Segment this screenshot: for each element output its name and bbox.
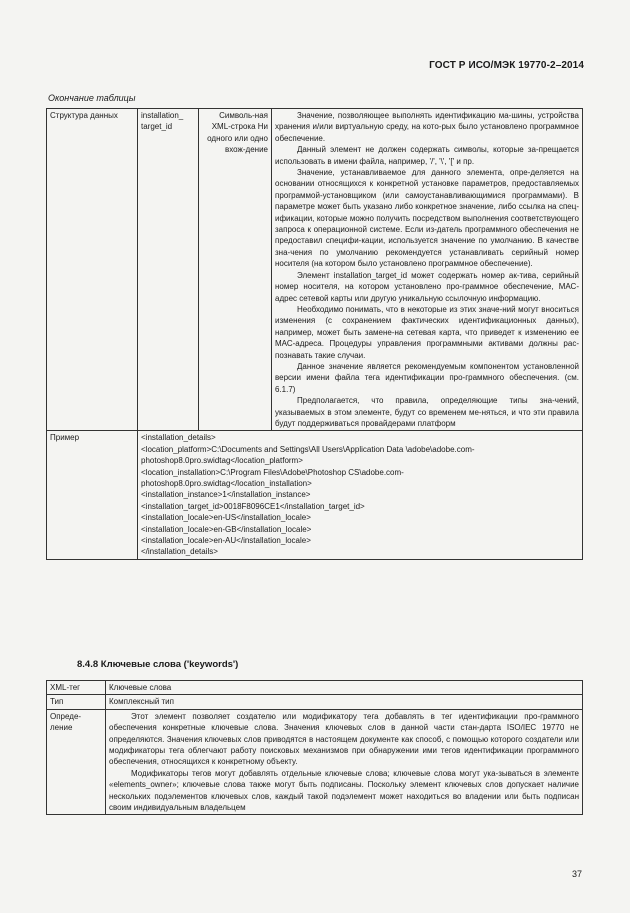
table-continuation-caption: Окончание таблицы: [48, 93, 136, 103]
page-number: 37: [571, 869, 582, 879]
cell-description: [272, 109, 583, 431]
code-line: <location_installation>C:\Program Files\Adobe\Photoshop CS\adobe.com-: [141, 467, 404, 477]
code-line: <installation_details>: [141, 433, 216, 443]
table-row: [47, 695, 583, 709]
table-row: [47, 709, 583, 815]
cell-type: Символь-ная XML-строка Ни одного или одно вхож-дение: [199, 109, 272, 431]
cell-value: Комплексный тип: [106, 695, 583, 709]
keywords-table: [46, 680, 583, 815]
description-paragraph: Необходимо понимать, что в некоторые из этих значе-ний могут вноситься изменения (с сохранением фактических идентификационных данных), например, может быть замене-на сетевая карта, что приведет к изменению ее МАС-адреса. Процедуры управления программными активами должны рас-познавать такие случаи.: [275, 304, 579, 360]
code-line: </installation_details>: [141, 547, 218, 557]
code-line: photoshop8.0pro.swidtag</location_platform>: [141, 456, 303, 466]
cell-example-code: [138, 431, 583, 559]
table-row: [47, 109, 583, 431]
cell-category: Структура данных: [47, 109, 138, 431]
description-paragraph: Предполагается, что правила, определяющие типы зна-чений, указываемых в этом элементе, будут со временем ме-няться, и что эти правила будут поддерживаться провайдерами платформ: [275, 396, 579, 428]
description-paragraph: Значение, устанавливаемое для данного элемента, опре-деляется на основании относящихся к конкретной установке параметров, предоставляемых программой-установщиком (или самоустанавливающимися программами). В параметре может быть указано либо конкретное значение, либо ссылка на спец-ификации, которые можно получить посредством выполнения соответствующего запроса к операционной системе. Если из-датель программного обеспечения не предоставил специфи-кации, используется значение по умолчанию. В качестве зна-чения по умолчанию рекомендуется устанавливать серийный номер носителя (на котором было установлено программное обеспечение).: [275, 168, 579, 269]
description-paragraph: Значение, позволяющее выполнять идентификацию ма-шины, устройства хранения и/или виртуальную среду, на кото-рых было установлено программное обеспечение.: [275, 111, 579, 143]
definition-paragraph: Модификаторы тегов могут добавлять отдельные ключевые слова; ключевые слова могут ука-зываться в элементе «elements_owner»; ключевые слова также могут быть подписаны. Поскольку элемент ключевых слов допускает наличие нескольких подэлементов ключевых слов, каждый такой подэлемент может находиться во владении или быть подписан своим индивидуальным владельцем: [109, 768, 579, 813]
description-paragraph: Элемент installation_target_id может содержать номер ак-тива, серийный номер носителя, на котором установлено про-граммное обеспечение, МАС-адрес сетевой карты или другую уникальную ссылочную информацию.: [275, 270, 579, 303]
description-paragraph: Данное значение является рекомендуемым компонентом установленной версии имени файла тега идентификации про-граммного обеспечения. (см. 6.1.7): [275, 361, 579, 394]
code-line: <installation_locale>en-AU</installation_locale>: [141, 536, 311, 546]
cell-example-label: Пример: [47, 431, 138, 559]
code-line: photoshop8.0pro.swidtag</location_installation>: [141, 479, 312, 488]
cell-key: Опреде-ление: [47, 709, 106, 815]
code-line: <installation_locale>en-GB</installation_locale>: [141, 524, 312, 534]
code-line: <location_platform>C:\Documents and Settings\All Users\Application Data \adobe\adobe.com-: [141, 444, 475, 454]
table-row: [47, 431, 583, 559]
cell-element-name: installation_ target_id: [138, 109, 199, 431]
section-heading: 8.4.8 Ключевые слова ('keywords'): [77, 659, 239, 670]
definition-paragraph: Этот элемент позволяет создателю или модификатору тега добавлять в тег идентификации про-граммного обеспечения конкретные ключевые слова. Значения ключевых слов в данной части стан-дарта ISO/IEC 19770 не определяются. Значения ключевых слов приводятся в настоящем документе как способ, с помощью которого создатели или модификаторы тега облегчают работу поисковых механизмов при обнаружении ими тегов идентификации программного обеспечения, относящихся к конкретному объекту.: [109, 711, 579, 767]
cell-value: Ключевые слова: [106, 681, 583, 695]
standard-header: ГОСТ Р ИСО/МЭК 19770-2–2014: [429, 60, 584, 71]
attribute-table: [46, 108, 583, 560]
description-paragraph: Данный элемент не должен содержать символы, которые за-прещается использовать в имени файла, например, '/', '\', '[' и пр.: [275, 145, 579, 166]
code-line: <installation_instance>1</installation_instance>: [141, 490, 311, 500]
table-row: [47, 681, 583, 695]
code-line: <installation_locale>en-US</installation_locale>: [141, 513, 311, 523]
code-line: <installation_target_id>0018F8096CE1</installation_target_id>: [141, 501, 365, 511]
cell-key: Тип: [47, 695, 106, 709]
cell-key: XML-тег: [47, 681, 106, 695]
cell-definition: [106, 709, 583, 815]
